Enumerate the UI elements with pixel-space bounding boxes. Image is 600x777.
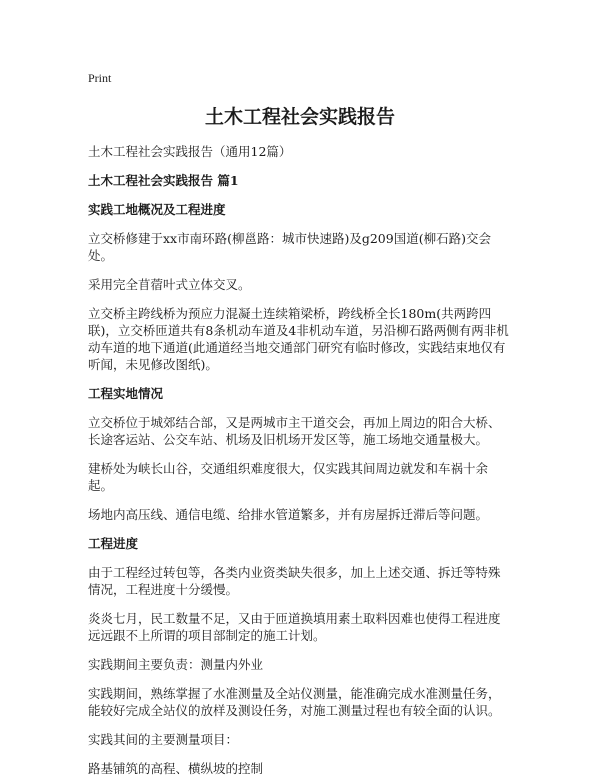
section-heading: 工程进度 — [88, 536, 139, 551]
paragraph: 场地内高压线、通信电缆、给排水管道繁多，并有房屋拆迁滞后等问题。 — [88, 507, 489, 522]
paragraph: 立交桥修建于xx市南环路(柳邕路：城市快速路)及g209国道(柳石路)交会处。 — [88, 231, 491, 263]
print-link[interactable]: Print — [88, 71, 112, 85]
paragraph: 建桥处为峡长山谷，交通组织难度很大，仅实践其间周边就发和车祸十余起。 — [88, 461, 489, 493]
paragraph: 实践期间主要负责：测量内外业 — [88, 657, 264, 672]
article-heading: 土木工程社会实践报告 篇1 — [88, 173, 239, 188]
document-subtitle: 土木工程社会实践报告（通用12篇） — [88, 144, 292, 159]
document-title: 土木工程社会实践报告 — [204, 106, 395, 128]
section-heading: 工程实地情况 — [88, 386, 164, 401]
section-heading: 实践工地概况及工程进度 — [88, 202, 226, 217]
paragraph: 由于工程经过转包等，各类内业资类缺失很多，加上上述交通、拆迁等特殊情况，工程进度十分缓慢。 — [88, 565, 501, 597]
paragraph: 实践其间的主要测量项目： — [88, 732, 239, 747]
paragraph: 实践期间，熟练掌握了水准测量及全站仪测量，能准确完成水准测量任务，能较好完成全站仪的放样及测设任务，对施工测量过程也有较全面的认识。 — [88, 686, 501, 718]
paragraph: 炎炎七月，民工数量不足，又由于匝道换填用素土取料因难也使得工程进度远远跟不上所谓的项目部制定的施工计划。 — [88, 611, 501, 643]
paragraph: 立交桥主跨线桥为预应力混凝土连续箱梁桥，跨线桥全长180m(共两跨四联)，立交桥匝道共有8条机动车道及4非机动车道，另沿柳石路两侧有两非机动车道的地下通道(此通道经当地交通部门研究有临时修改，实践结束地仅有听闻，未见修改图纸)。 — [88, 306, 509, 372]
paragraph: 采用完全苜蓿叶式立体交叉。 — [88, 277, 251, 292]
paragraph: 立交桥位于城郊结合部，又是两城市主干道交会，再加上周边的阳合大桥、长途客运站、公交车站、机场及旧机场开发区等，施工场地交通量极大。 — [88, 415, 501, 447]
paragraph: 路基铺筑的高程、横纵坡的控制 — [88, 761, 264, 776]
